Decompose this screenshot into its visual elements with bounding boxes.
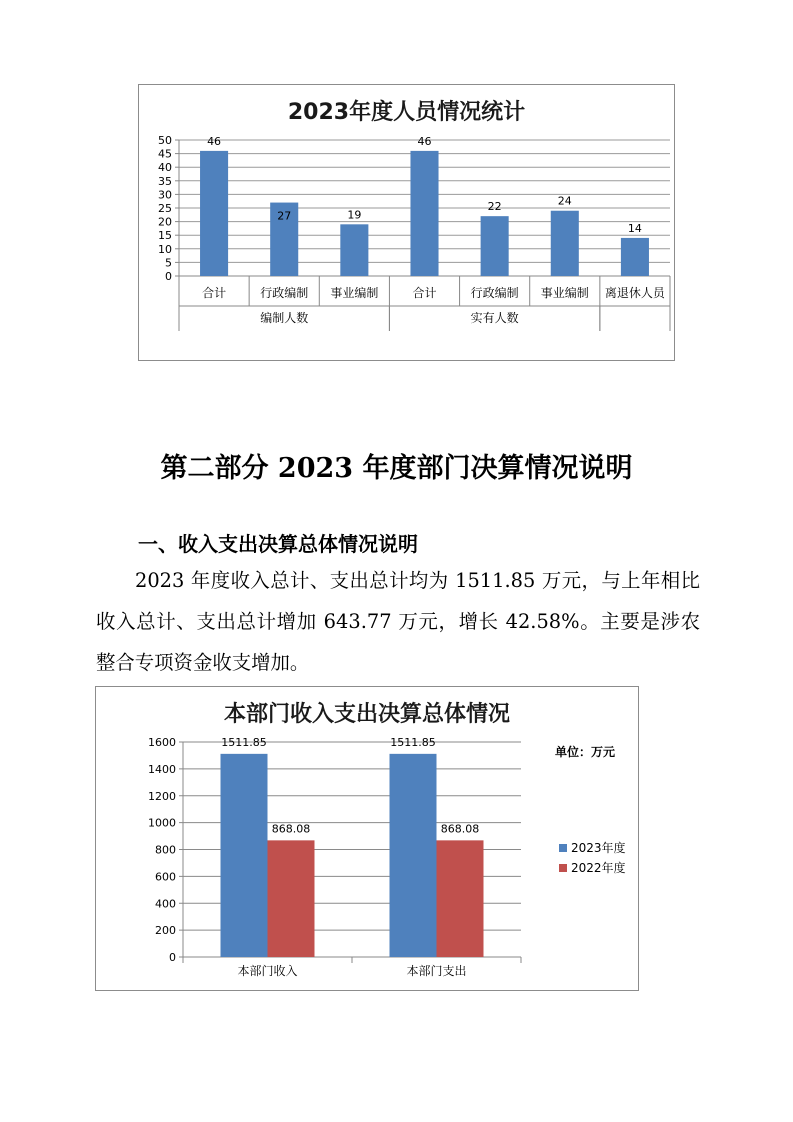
bar <box>410 151 438 276</box>
y-tick-label: 10 <box>158 242 172 256</box>
staff-chart-plot <box>139 85 676 362</box>
y-tick-label: 15 <box>158 229 172 243</box>
data-label: 22 <box>487 200 502 214</box>
legend-item-2023 <box>559 839 626 856</box>
group-label: 实有人数 <box>470 311 519 325</box>
category-label: 行政编制 <box>260 286 309 300</box>
y-tick-label: 1200 <box>148 789 176 803</box>
chart-title: 2023年度人员情况统计 <box>287 100 526 125</box>
bar <box>390 754 437 957</box>
y-tick-label: 600 <box>155 870 176 884</box>
y-tick-label: 50 <box>158 134 172 147</box>
category-label: 事业编制 <box>540 286 589 300</box>
bar <box>340 224 368 276</box>
bar <box>200 151 228 276</box>
data-label: 868.08 <box>271 822 311 836</box>
bar <box>621 238 649 276</box>
y-tick-label: 1400 <box>148 762 176 776</box>
data-label: 1511.85 <box>221 735 267 749</box>
y-tick-label: 25 <box>158 202 172 215</box>
y-tick-label: 5 <box>165 256 172 270</box>
y-tick-label: 1000 <box>148 816 176 830</box>
staff-statistics-chart <box>138 84 675 361</box>
bar <box>437 840 484 957</box>
y-tick-label: 400 <box>155 897 176 911</box>
category-label: 合计 <box>202 286 227 300</box>
data-label: 27 <box>277 209 292 223</box>
income-expense-chart <box>95 686 639 991</box>
y-tick-label: 0 <box>165 270 172 283</box>
category-label: 事业编制 <box>330 286 379 300</box>
bar <box>551 211 579 276</box>
section-title: 第二部分 2023 年度部门决算情况说明 <box>160 453 633 484</box>
y-tick-label: 45 <box>158 147 172 161</box>
bar <box>268 840 315 957</box>
group-label: 编制人数 <box>260 311 309 325</box>
bar <box>221 754 268 957</box>
legend-swatch <box>559 844 567 852</box>
category-label: 离退休人员 <box>604 286 665 300</box>
data-label: 24 <box>557 194 572 208</box>
y-tick-label: 30 <box>158 188 172 202</box>
data-label: 46 <box>207 134 222 148</box>
y-tick-label: 35 <box>158 174 172 188</box>
y-tick-label: 200 <box>155 924 176 938</box>
summary-paragraph: 2023 年度收入总计、支出总计均为 1511.85 万元，与上年相比收入总计、支出总计增加 643.77 万元，增长 42.58%。主要是涉农整合专项资金收支增加。 <box>96 569 700 674</box>
legend-label: 2023年度 <box>571 841 626 855</box>
data-label: 19 <box>347 208 362 222</box>
y-tick-label: 800 <box>155 843 176 857</box>
data-label: 1511.85 <box>390 735 436 749</box>
legend-item-2022 <box>559 859 626 876</box>
subsection-title: 一、收入支出决算总体情况说明 <box>138 532 418 556</box>
y-tick-label: 40 <box>158 161 172 175</box>
category-label: 本部门收入 <box>237 964 298 978</box>
chart-title: 本部门收入支出决算总体情况 <box>223 702 510 727</box>
y-tick-label: 1600 <box>148 736 176 749</box>
data-label: 14 <box>627 221 642 235</box>
legend-label: 2022年度 <box>571 861 626 875</box>
unit-label: 单位：万元 <box>555 745 616 759</box>
y-tick-label: 0 <box>169 951 176 964</box>
legend-swatch <box>559 864 567 872</box>
category-label: 合计 <box>412 286 437 300</box>
category-label: 行政编制 <box>470 286 519 300</box>
bar <box>481 216 509 276</box>
data-label: 868.08 <box>440 822 480 836</box>
category-label: 本部门支出 <box>406 964 467 978</box>
data-label: 46 <box>417 134 432 148</box>
y-tick-label: 20 <box>158 215 172 229</box>
